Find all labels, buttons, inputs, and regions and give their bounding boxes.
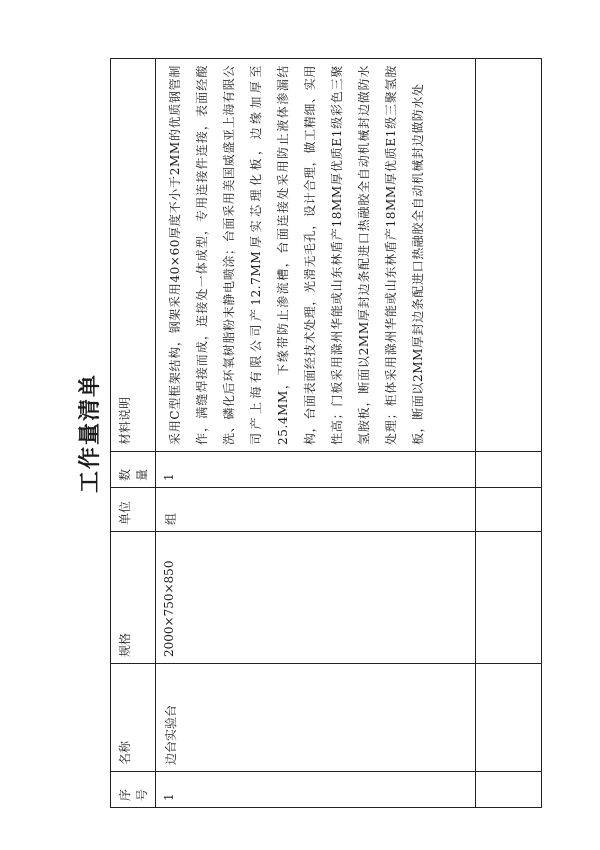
header-qty: 数量 [111,452,156,488]
document-title: 工作量清单 [78,373,103,494]
header-description: 材料说明 [111,59,156,452]
cell-description: 采用C型框架结构，钢架采用40×60厚度不小于2MM的优质钢管制作，满缝焊接而成，连接处一体成型，专用连接件连接，表面经酸洗、磷化后环氧树脂粉末静电喷涂；台面采用美国威盛亚上海有限公司产上海有限公司产12.7MM厚实芯理化板，边缘加厚至25.4MM，下缘带防止渗流槽，台面连接处采用防止液体渗漏结构，台面表面经技术处理，光滑无毛孔，设计合理，做工精细、实用性高；门板采用滁州华能或山东林盾产18MM厚优质E1级彩色三聚氢胺板，断面以2MM厚封边条配进口热融胶全自动机械封边做防水处理；柜体采用滁州华能或山东林盾产18MM厚优质E1级三聚氢胺板，断面以2MM厚封边条配进口热融胶全自动机械封边做防水处 [156,59,476,452]
empty-cell [476,532,542,664]
empty-cell [476,59,542,452]
cell-spec: 2000×750×850 [156,532,476,664]
cell-qty: 1 [156,452,476,488]
empty-cell [476,772,542,808]
header-no: 序号 [111,772,156,808]
header-unit: 单位 [111,488,156,532]
header-spec: 规格 [111,532,156,664]
work-list-table [110,58,542,808]
empty-cell [476,664,542,772]
empty-cell [476,452,542,488]
rotated-document [72,58,542,808]
table-row [476,59,542,808]
cell-unit: 组 [156,488,476,532]
table-header-row [111,59,156,808]
cell-name: 边台实验台 [156,664,476,772]
header-name: 名称 [111,664,156,772]
cell-no: 1 [156,772,476,808]
table-row [156,59,476,808]
empty-cell [476,488,542,532]
